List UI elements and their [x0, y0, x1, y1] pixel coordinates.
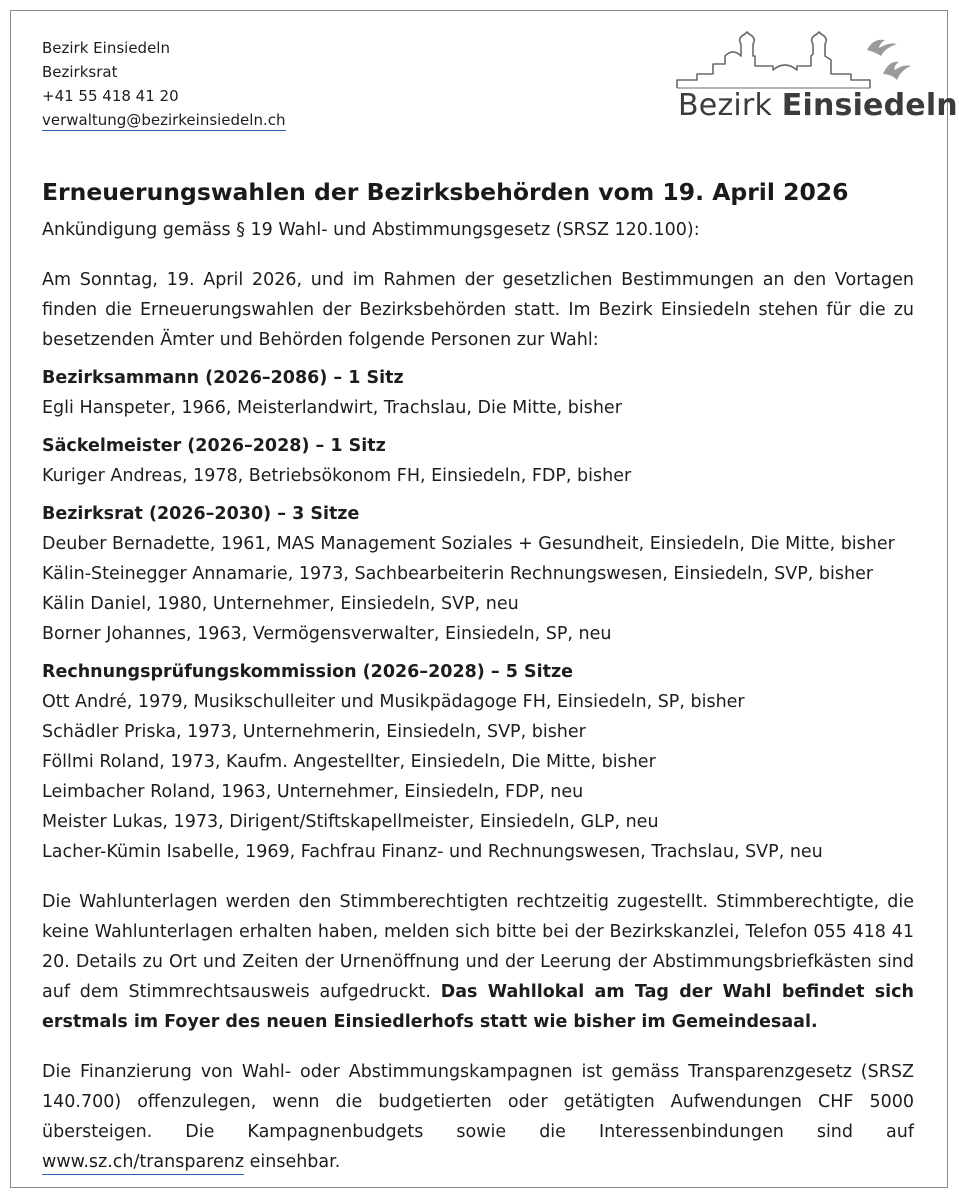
- email-link[interactable]: verwaltung@bezirkeinsiedeln.ch: [42, 111, 286, 129]
- election-section: [42, 363, 914, 423]
- section-title: Rechnungsprüfungskommission (2026–2028) – 5 Sitze: [42, 662, 574, 682]
- logo: [675, 30, 958, 130]
- department: Bezirksrat: [42, 63, 118, 81]
- org-name: Bezirk Einsiedeln: [42, 39, 170, 57]
- transparency-suffix: einsehbar.: [244, 1152, 341, 1172]
- transparency-text: Die Finanzierung von Wahl- oder Abstimmungskampagnen ist gemäss Transparenzgesetz (SRSZ 140.700) offenzulegen, wenn die budgetierten oder getätigten Aufwendungen CHF 5000 übersteigen. Die Kampagnenbudgets sowie die Interessenbindungen sind auf: [42, 1062, 914, 1142]
- candidate-entry: Kuriger Andreas, 1978, Betriebsökonom FH, Einsiedeln, FDP, bisher: [42, 466, 632, 486]
- subtitle: Ankündigung gemäss § 19 Wahl- und Abstimmungsgesetz (SRSZ 120.100):: [42, 220, 700, 240]
- candidate-entry: Schädler Priska, 1973, Unternehmerin, Einsiedeln, SVP, bisher: [42, 722, 586, 742]
- section-title: Bezirksammann (2026–2086) – 1 Sitz: [42, 368, 404, 388]
- page-title: Erneuerungswahlen der Bezirksbehörden vom 19. April 2026: [42, 178, 849, 206]
- candidate-entry: Deuber Bernadette, 1961, MAS Management Soziales + Gesundheit, Einsiedeln, Die Mitte, bisher: [42, 534, 895, 554]
- birds-icon: [675, 30, 920, 92]
- candidate-entry: Meister Lukas, 1973, Dirigent/Stiftskapellmeister, Einsiedeln, GLP, neu: [42, 812, 659, 832]
- candidate-entry: Kälin-Steinegger Annamarie, 1973, Sachbearbeiterin Rechnungswesen, Einsiedeln, SVP, bisher: [42, 564, 874, 584]
- election-sections: [42, 363, 914, 867]
- announcement: [42, 176, 914, 1177]
- section-title: Bezirksrat (2026–2030) – 3 Sitze: [42, 504, 360, 524]
- logo-text-bold: Einsiedeln: [781, 88, 958, 123]
- candidate-entry: Leimbacher Roland, 1963, Unternehmer, Einsiedeln, FDP, neu: [42, 782, 584, 802]
- candidate-entry: Egli Hanspeter, 1966, Meisterlandwirt, Trachslau, Die Mitte, bisher: [42, 398, 622, 418]
- section-title: Säckelmeister (2026–2028) – 1 Sitz: [42, 436, 386, 456]
- logo-wordmark: [678, 88, 958, 123]
- intro-paragraph: Am Sonntag, 19. April 2026, und im Rahmen der gesetzlichen Bestimmungen an den Vortagen finden die Erneuerungswahlen der Bezirksbehörden statt. Im Bezirk Einsiedeln stehen für die zu besetzenden Ämter und Behörden folgende Personen zur Wahl:: [42, 270, 914, 350]
- candidate-entry: Ott André, 1979, Musikschulleiter und Musikpädagoge FH, Einsiedeln, SP, bisher: [42, 692, 745, 712]
- paragraph-transparency: [42, 1057, 914, 1177]
- election-section: [42, 499, 914, 649]
- candidate-entry: Lacher-Kümin Isabelle, 1969, Fachfrau Finanz- und Rechnungswesen, Trachslau, SVP, neu: [42, 842, 823, 862]
- voting-location-note: Das Wahllokal am Tag der Wahl befindet sich erstmals im Foyer des neuen Einsiedlerhofs statt wie bisher im Gemeindesaal.: [42, 982, 915, 1032]
- candidate-entry: Kälin Daniel, 1980, Unternehmer, Einsiedeln, SVP, neu: [42, 594, 519, 614]
- paragraph-voting-info: [42, 887, 914, 1037]
- logo-text-light: Bezirk: [678, 88, 773, 123]
- election-section: [42, 431, 914, 491]
- voting-info-text: Die Wahlunterlagen werden den Stimmberechtigten rechtzeitig zugestellt. Stimmberechtigte, die keine Wahlunterlagen erhalten haben, melden sich bitte bei der Bezirkskanzlei, Telefon 055 418 41 20. Details zu Ort und Zeiten der Urnenöffnung und der Leerung der Abstimmungsbriefkästen sind auf dem Stimmrechtsausweis aufgedruckt.: [42, 892, 914, 1002]
- candidate-entry: Föllmi Roland, 1973, Kaufm. Angestellter, Einsiedeln, Die Mitte, bisher: [42, 752, 656, 772]
- phone-number: +41 55 418 41 20: [42, 87, 179, 105]
- candidate-entry: Borner Johannes, 1963, Vermögensverwalter, Einsiedeln, SP, neu: [42, 624, 612, 644]
- election-section: [42, 657, 914, 867]
- transparency-link[interactable]: www.sz.ch/transparenz: [42, 1150, 244, 1175]
- contact-block: [42, 36, 286, 132]
